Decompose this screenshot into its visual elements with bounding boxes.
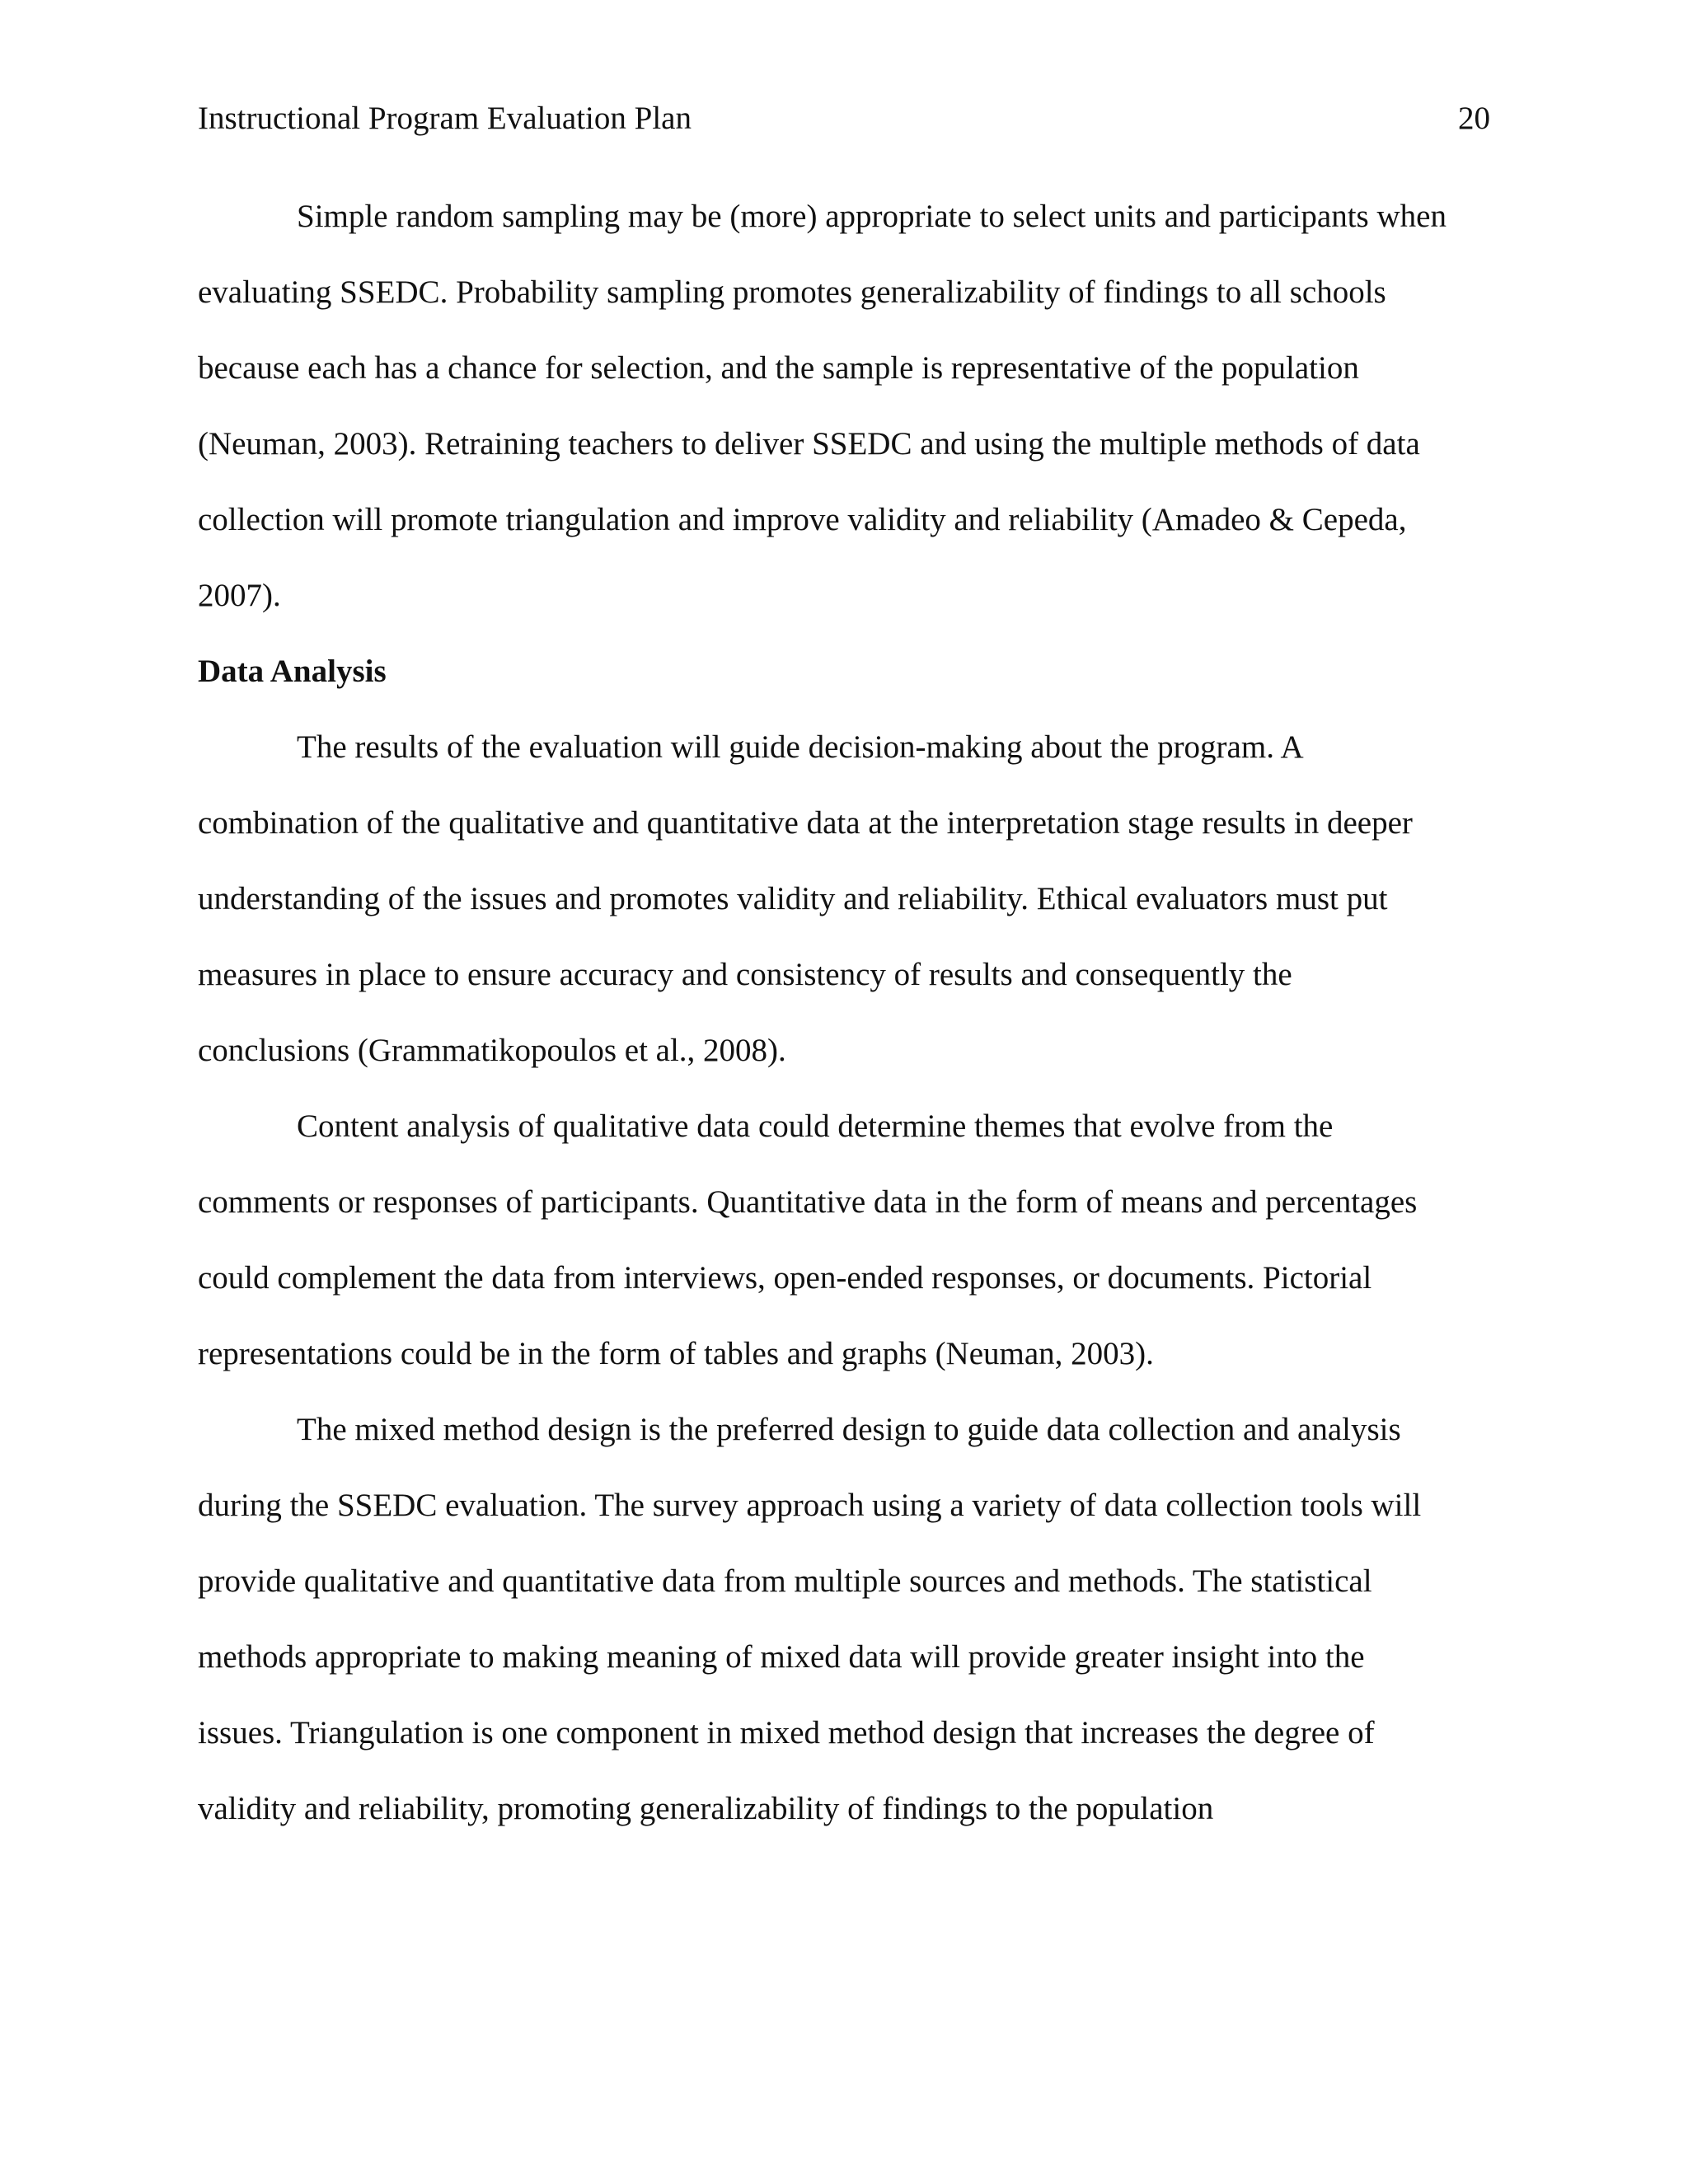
- text-line: evaluating SSEDC. Probability sampling promotes generalizability of findings to all schools: [198, 274, 1386, 310]
- text-line: comments or responses of participants. Quantitative data in the form of means and percentages: [198, 1184, 1418, 1220]
- text-line: issues. Triangulation is one component in mixed method design that increases the degree of: [198, 1715, 1375, 1750]
- text-line: The results of the evaluation will guide decision-making about the program. A: [297, 729, 1304, 765]
- text-line: provide qualitative and quantitative data from multiple sources and methods. The statistical: [198, 1563, 1372, 1599]
- text-line: conclusions (Grammatikopoulos et al., 2008).: [198, 1033, 786, 1068]
- text-line: understanding of the issues and promotes validity and reliability. Ethical evaluators must put: [198, 881, 1388, 916]
- section-heading: Data Analysis: [198, 654, 387, 689]
- running-head: [198, 96, 1490, 142]
- text-line: representations could be in the form of tables and graphs (Neuman, 2003).: [198, 1336, 1154, 1371]
- text-line: during the SSEDC evaluation. The survey approach using a variety of data collection tools will: [198, 1488, 1422, 1523]
- text-line: because each has a chance for selection, and the sample is representative of the population: [198, 350, 1359, 386]
- text-line: 2007).: [198, 578, 281, 613]
- text-line: validity and reliability, promoting generalizability of findings to the population: [198, 1791, 1214, 1826]
- text-line: Simple random sampling may be (more) appropriate to select units and participants when: [297, 199, 1447, 234]
- text-line: methods appropriate to making meaning of mixed data will provide greater insight into the: [198, 1639, 1365, 1675]
- text-line: (Neuman, 2003). Retraining teachers to deliver SSEDC and using the multiple methods of data: [198, 426, 1420, 462]
- text-line: measures in place to ensure accuracy and consistency of results and consequently the: [198, 957, 1292, 992]
- text-line: Content analysis of qualitative data could determine themes that evolve from the: [297, 1108, 1334, 1144]
- text-line: collection will promote triangulation and improve validity and reliability (Amadeo & Cepeda,: [198, 502, 1407, 537]
- text-line: combination of the qualitative and quantitative data at the interpretation stage results in deeper: [198, 805, 1413, 841]
- text-line: The mixed method design is the preferred design to guide data collection and analysis: [297, 1412, 1401, 1447]
- body-text: [198, 196, 1490, 1864]
- page-number: 20: [1458, 101, 1490, 136]
- running-head-title: Instructional Program Evaluation Plan: [198, 101, 692, 136]
- text-line: could complement the data from interviews, open-ended responses, or documents. Pictorial: [198, 1260, 1372, 1296]
